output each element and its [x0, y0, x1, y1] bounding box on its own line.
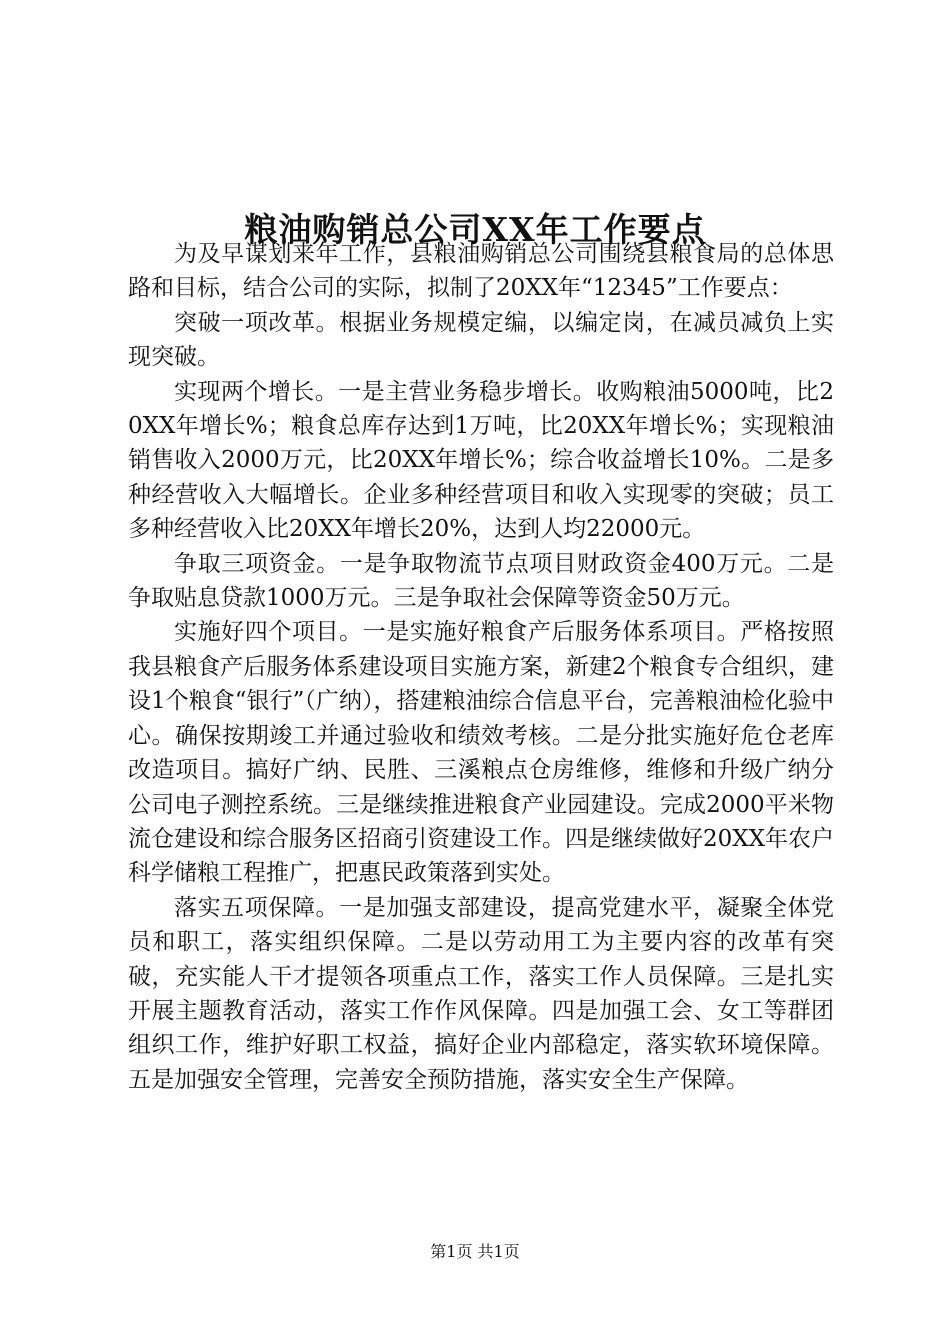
paragraph-growth: 实现两个增长。一是主营业务稳步增长。收购粮油5000吨，比20XX年增长%；粮食总库存达到1万吨，比20XX年增长%；实现粮油销售收入2000万元，比20XX年增长%；综合收益增长10%。二是多种经营收入大幅增长。企业多种经营项目和收入实现零的突破；员工多种经营收入比20XX年增长20%，达到人均22000元。 — [128, 378, 834, 543]
paragraph-funds: 争取三项资金。一是争取物流节点项目财政资金400万元。二是争取贴息贷款1000万元。三是争取社会保障等资金50万元。 — [128, 550, 834, 612]
page-footer: 第1页 共1页 — [430, 1242, 520, 1261]
document-body — [128, 237, 834, 1097]
paragraph-intro: 为及早谋划来年工作，县粮油购销总公司围绕县粮食局的总体思路和目标，结合公司的实际，拟制了20XX年“12345”工作要点： — [128, 241, 834, 302]
paragraph-projects: 实施好四个项目。一是实施好粮食产后服务体系项目。严格按照我县粮食产后服务体系建设项目实施方案，新建2个粮食专合组织，建设1个粮食“银行”（广纳），搭建粮油综合信息平台，完善粮油检化验中心。确保按期竣工并通过验收和绩效考核。二是分批实施好危仓老库改造项目。搞好广纳、民胜、三溪粮点仓房维修，维修和升级广纳分公司电子测控系统。三是继续推进粮食产业园建设。完成2000平米物流仓建设和综合服务区招商引资建设工作。四是继续做好20XX年农户科学储粮工程推广，把惠民政策落到实处。 — [128, 619, 835, 887]
paragraph-guarantees: 落实五项保障。一是加强支部建设，提高党建水平，凝聚全体党员和职工，落实组织保障。二是以劳动用工为主要内容的改革有突破，充实能人干才提领各项重点工作，落实工作人员保障。三是扎实开展主题教育活动，落实工作作风保障。四是加强工会、女工等群团组织工作，维护好职工权益，搞好企业内部稳定，落实软环境保障。五是加强安全管理，完善安全预防措施，落实安全生产保障。 — [128, 894, 834, 1093]
document-title: 粮油购销总公司XX年工作要点 — [244, 210, 706, 250]
paragraph-reform: 突破一项改革。根据业务规模定编，以编定岗，在减员减负上实现突破。 — [128, 309, 834, 371]
